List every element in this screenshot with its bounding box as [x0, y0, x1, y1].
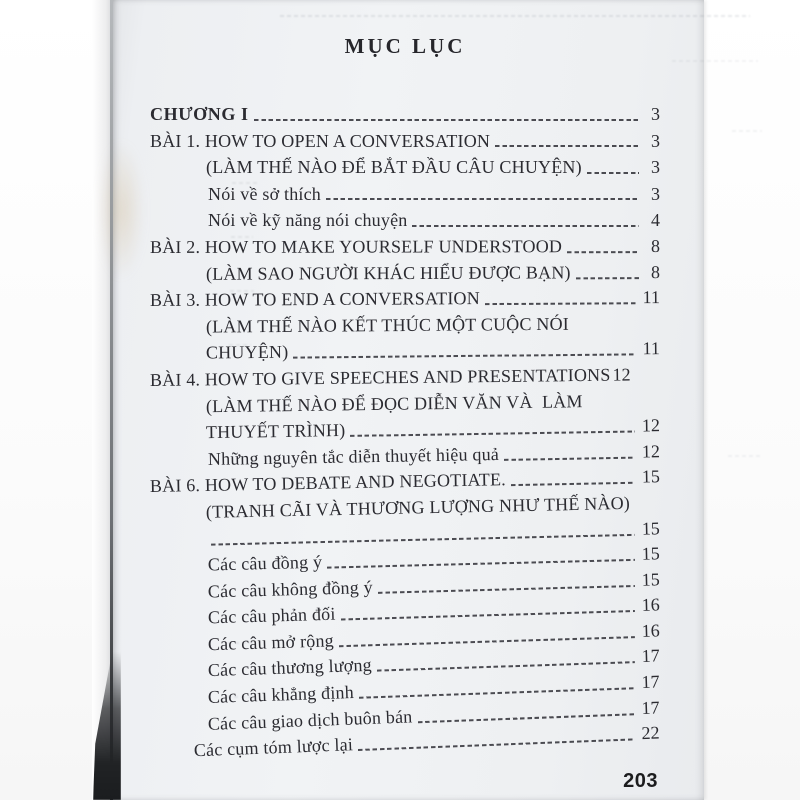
toc-entry-page: 15	[641, 543, 661, 564]
toc-entry-label: Các cụm tóm lược lại	[193, 734, 354, 761]
bleed-through-artifact	[728, 455, 762, 457]
leader-dashes	[567, 251, 639, 253]
toc-entry-page: 15	[641, 568, 661, 590]
toc-entry-label: (LÀM THẾ NÀO ĐỂ ĐỌC DIỄN VĂN VÀ LÀM	[205, 390, 583, 416]
leader-dashes	[587, 172, 639, 174]
toc-entry-label: Các câu mở rộng	[207, 630, 335, 655]
toc-entry-page: 8	[650, 261, 661, 282]
leader-dashes	[254, 119, 639, 121]
toc-entry-page: 17	[641, 697, 660, 718]
toc-entry-label: Các câu phản đối	[207, 603, 336, 628]
toc-row	[150, 284, 660, 314]
toc-row	[150, 101, 660, 128]
toc-row	[150, 233, 660, 261]
toc-entry-label: Các câu thương lượng	[207, 655, 373, 681]
leader-dashes	[485, 302, 636, 305]
toc-entry-label: (LÀM SAO NGƯỜI KHÁC HIỂU ĐƯỢC BẠN)	[205, 261, 571, 284]
toc-entry-page: 3	[651, 183, 660, 204]
toc-entry-label: (TRANH CÃI VÀ THƯƠNG LƯỢNG NHƯ THẾ NÀO)	[205, 492, 631, 522]
toc-entry-label: Những nguyên tắc diễn thuyết hiệu quả	[207, 443, 500, 469]
toc-entry-label: BÀI 6. HOW TO DEBATE AND NEGOTIATE.	[149, 469, 507, 497]
toc-entry-label: BÀI 2. HOW TO MAKE YOURSELF UNDERSTOOD	[149, 236, 563, 257]
toc-entry-page: 3	[651, 104, 660, 124]
leader-dashes	[504, 456, 635, 460]
toc-entry-label: Nói về sở thích	[208, 183, 322, 204]
toc-row	[150, 259, 660, 288]
leader-dashes	[327, 559, 635, 569]
toc-entry-page: 15	[641, 517, 661, 539]
toc-entry-page: 15	[641, 466, 661, 487]
toc-entry-label: Các câu đồng ý	[207, 551, 323, 575]
toc-entry-page: 11	[642, 338, 661, 359]
toc-entry-label: BÀI 4. HOW TO GIVE SPEECHES AND PRESENTATIONS	[149, 364, 611, 390]
toc-entry-page: 16	[641, 620, 660, 641]
page-title: MỤC LỤC	[344, 34, 466, 58]
toc-entry-label: CHUYỆN)	[205, 342, 289, 363]
toc-entry-page: 12	[641, 440, 661, 462]
leader-dashes	[495, 145, 639, 147]
toc-entry-label: (LÀM THẾ NÀO KẾT THÚC MỘT CUỘC NÓI	[205, 313, 570, 337]
leader-dashes	[326, 198, 639, 200]
paper-stain	[98, 140, 144, 280]
bleed-through-artifact	[672, 60, 758, 62]
toc-entry-label: Các câu không đồng ý	[207, 576, 374, 602]
leader-dashes	[576, 276, 639, 278]
toc-entry-page: 22	[641, 722, 660, 744]
toc-entry-label: BÀI 3. HOW TO END A CONVERSATION	[149, 288, 480, 311]
leader-dashes	[358, 738, 635, 751]
toc-entry-label: Các câu khẳng định	[207, 682, 355, 708]
toc-entry-label: (LÀM THẾ NÀO ĐỂ BẮT ĐẦU CÂU CHUYỆN)	[206, 157, 582, 178]
toc-entry-page: 11	[642, 287, 661, 308]
toc-list	[150, 101, 660, 766]
toc-entry-page: 12	[641, 415, 661, 436]
toc-row	[150, 128, 660, 155]
toc-row	[150, 181, 660, 208]
toc-entry-label: Các câu giao dịch buôn bán	[207, 706, 413, 734]
toc-row	[150, 154, 660, 181]
leader-dashes	[511, 482, 635, 486]
toc-entry-label: BÀI 1. HOW TO OPEN A CONVERSATION	[150, 130, 491, 151]
leader-dashes	[412, 225, 639, 227]
toc-entry-page: 8	[650, 235, 661, 257]
toc-entry-label: Nói về kỹ năng nói chuyện	[208, 210, 408, 231]
toc-entry-page: 17	[641, 671, 660, 693]
bleed-through-artifact	[732, 130, 762, 132]
toc-entry-page: 16	[641, 594, 660, 616]
toc-content	[150, 0, 660, 800]
toc-entry-page: 17	[641, 645, 660, 667]
leader-dashes	[350, 430, 635, 436]
toc-entry-page: 4	[651, 210, 660, 231]
toc-entry-page: 12	[612, 364, 631, 385]
page-number: 203	[623, 770, 658, 792]
toc-entry-label: THUYẾT TRÌNH)	[205, 420, 346, 443]
toc-entry-page: 3	[651, 157, 660, 178]
toc-entry-label: CHƯƠNG I	[150, 104, 249, 124]
toc-row	[150, 207, 660, 234]
leader-dashes	[293, 353, 635, 358]
toc-entry-page: 3	[651, 130, 660, 151]
leader-dashes	[378, 584, 635, 593]
